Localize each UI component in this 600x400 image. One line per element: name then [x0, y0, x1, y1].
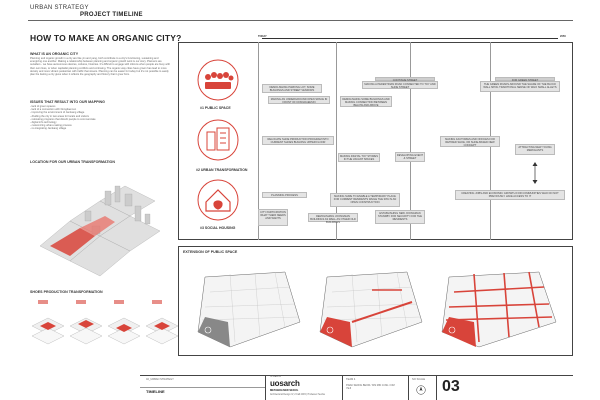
timeline-item: CREATING JOBS AND ECONOMIC GROWTH FOR COMMUNITIES WHO DO NOT PREVIOUSLY HAVE ACCESS TO IT [455, 190, 565, 200]
extension-map-stage-1 [190, 262, 308, 352]
footer-col-divider [408, 375, 409, 400]
timeline-item: DEVELOPING EVENT & STREET [395, 152, 425, 162]
page-title: HOW TO MAKE AN ORGANIC CITY? [30, 33, 182, 43]
project-label: URBAN STRATEGY [30, 5, 89, 11]
footer-col-divider [436, 375, 437, 400]
footer-brand-sub: METABOLISED SEOUL [270, 389, 299, 392]
social-housing-icon [196, 178, 240, 222]
timeline-item: CITY PARTICIPATION WHAT THEIR NEEDS AND WANTS [258, 209, 288, 226]
footer-brand-small: UOSARCH [270, 376, 281, 378]
issue-item: - dividing the city in two areas for locals and visitors [30, 114, 89, 118]
issue-item: - re-integrating Jamkang village [30, 127, 67, 131]
timeline-item: DEMOLISHING PARKING LOT, SOME BUILDINGS AND STREET VENDORS [262, 84, 322, 93]
issue-item: - improving the environment of Jamkang village [30, 111, 85, 115]
category-label-public-space: #1 PUBLIC SPACE [200, 106, 231, 110]
what-heading: WHAT IS AN ORGANIC CITY [30, 52, 79, 56]
footer-divider [140, 375, 573, 376]
timeline-item: PLANNING PROCESS [262, 192, 307, 198]
timeline-item: ATTRACTING NEW YOUNG MERCHANTS [515, 144, 555, 155]
footer-col-divider [265, 375, 266, 400]
issues-list [30, 105, 170, 131]
timeline-today-label: TODAY [258, 35, 267, 38]
timeline-item: MAKING DIGITAL TOY STORES IN THE VACANT SPACES [339, 154, 378, 161]
timeline-arrow [262, 38, 558, 39]
footer-sub-divider [140, 387, 265, 388]
category-label-urban-transformation: #2 URBAN TRANSFORMATION [196, 168, 248, 172]
timeline-item: ESTABLISHING NEW JOONGMAN STANDBY FOR SECURITY FOR THE RESIDENTS [375, 210, 425, 224]
category-label-social-housing: #3 SOCIAL HOUSING [200, 226, 236, 230]
footer-scale-label: NO SCALE [412, 378, 426, 381]
what-body: Planning and organic growth in a city are like yin and yang, both contribute to a city's functioning, sustaining and energizing one another. Making a relationship between planning and organic growth work is our story. Planners are outsiders - we have autonomous desires, cultures, histories. It's difficult to engage with citizens when people are busy with their own lives, or when capitalist planning conflicts and confusing. The organic way cities have grown has lead to more density and more vibrant pedestrian with traffic that streets. Planning can be easier for today but it's not possible to easily plan the feeling a city gives when it reflects the geography and history that it grew from. [30, 57, 170, 77]
timeline-item: MAKING FACTORIES AND OFFICES FOR RETIRED SHOE, OR SHOE-BASED NEW CONCEPT [440, 136, 500, 147]
timeline-item: MAKING A PEDESTRIAN ROAD CONNECTED TO TOY AND SHOE STREET [362, 81, 438, 89]
timeline-item: DEMOLISHING SOME BUILDINGS AND MAKING CONNECTION BETWEEN BELOW AND ABOVE [340, 96, 392, 107]
issue-item: - digital info technology [30, 121, 57, 125]
header-divider [28, 20, 573, 21]
footer-brand-desc: Architectural Design IV, 2 Fall 2015 | Professor Seoha [270, 394, 325, 396]
double-arrow-icon [532, 162, 538, 184]
footer-team-members: KWAK SEONG BEOM / KIM MIN JUNG / KIM YEJI [346, 384, 395, 391]
shoes-heading: SHOES PRODUCTION TRANSFORMATION [30, 290, 103, 294]
shoes-diagrams [30, 296, 180, 356]
page-number: 03 [442, 378, 460, 395]
public-space-icon [196, 58, 240, 102]
extension-heading: EXTENSION OF PUBLIC SPACE [183, 250, 238, 254]
extension-map-stage-3 [434, 262, 564, 352]
issue-item: - customizing urban-making process [30, 124, 72, 128]
timeline-item: DEMOLISHING JOONGMAN BUILDINGS AS WELL AS OTHER OLD BUILDINGS [308, 213, 358, 222]
issue-item: - relocating programs that disturb people to communicate [30, 117, 96, 121]
north-arrow-icon [416, 385, 426, 395]
issues-heading: ISSUES THAT RESULT INTO OUR MAPPING [30, 100, 105, 104]
footer-title: TIMELINE [146, 389, 165, 394]
timeline-guide [336, 42, 337, 240]
footer-team-label: TEAM 4 [346, 378, 356, 381]
urban-transformation-icon [196, 118, 240, 162]
location-aerial-image [30, 166, 170, 286]
issue-item: - lack of a connection with Dongdaemun [30, 108, 77, 112]
timeline-item: THE GREEN ROADS AROUND THE SHADE OF THE BLOCK WALL SPOIL TRADITIONAL SENSE OF WHO SMALL ALLEYS [480, 81, 560, 92]
timeline-end-label: 2050 [560, 35, 566, 38]
footer-col-divider [342, 375, 343, 400]
timeline-item: MAKING SURE TO ENABLE A TEMPORARY PLACE FOR CURRENT RESIDENTS WHILE THE 30% IS AN OPEN CONSTRUCTION [330, 193, 400, 207]
footer-brand-logo: uosarch [270, 379, 300, 388]
timeline-item: RELOCATE SHOE PRODUCTION PROGRAM INTO CURRENT SHOES BUILDING UPPER FLOOR [262, 136, 334, 145]
footer-section-label: 02_URBAN STRATEGY [146, 378, 174, 381]
issue-item: - lack of green spaces [30, 105, 56, 108]
extension-map-stage-2 [312, 262, 430, 352]
location-heading: LOCATION FOR OUR URBAN TRANSFORMATION [30, 160, 115, 164]
section-label: PROJECT TIMELINE [80, 12, 143, 18]
timeline-item: MAKING AN UNDERGROUND OPEN SPACE IN FRONT OF DONGDAEMUN [268, 96, 330, 104]
